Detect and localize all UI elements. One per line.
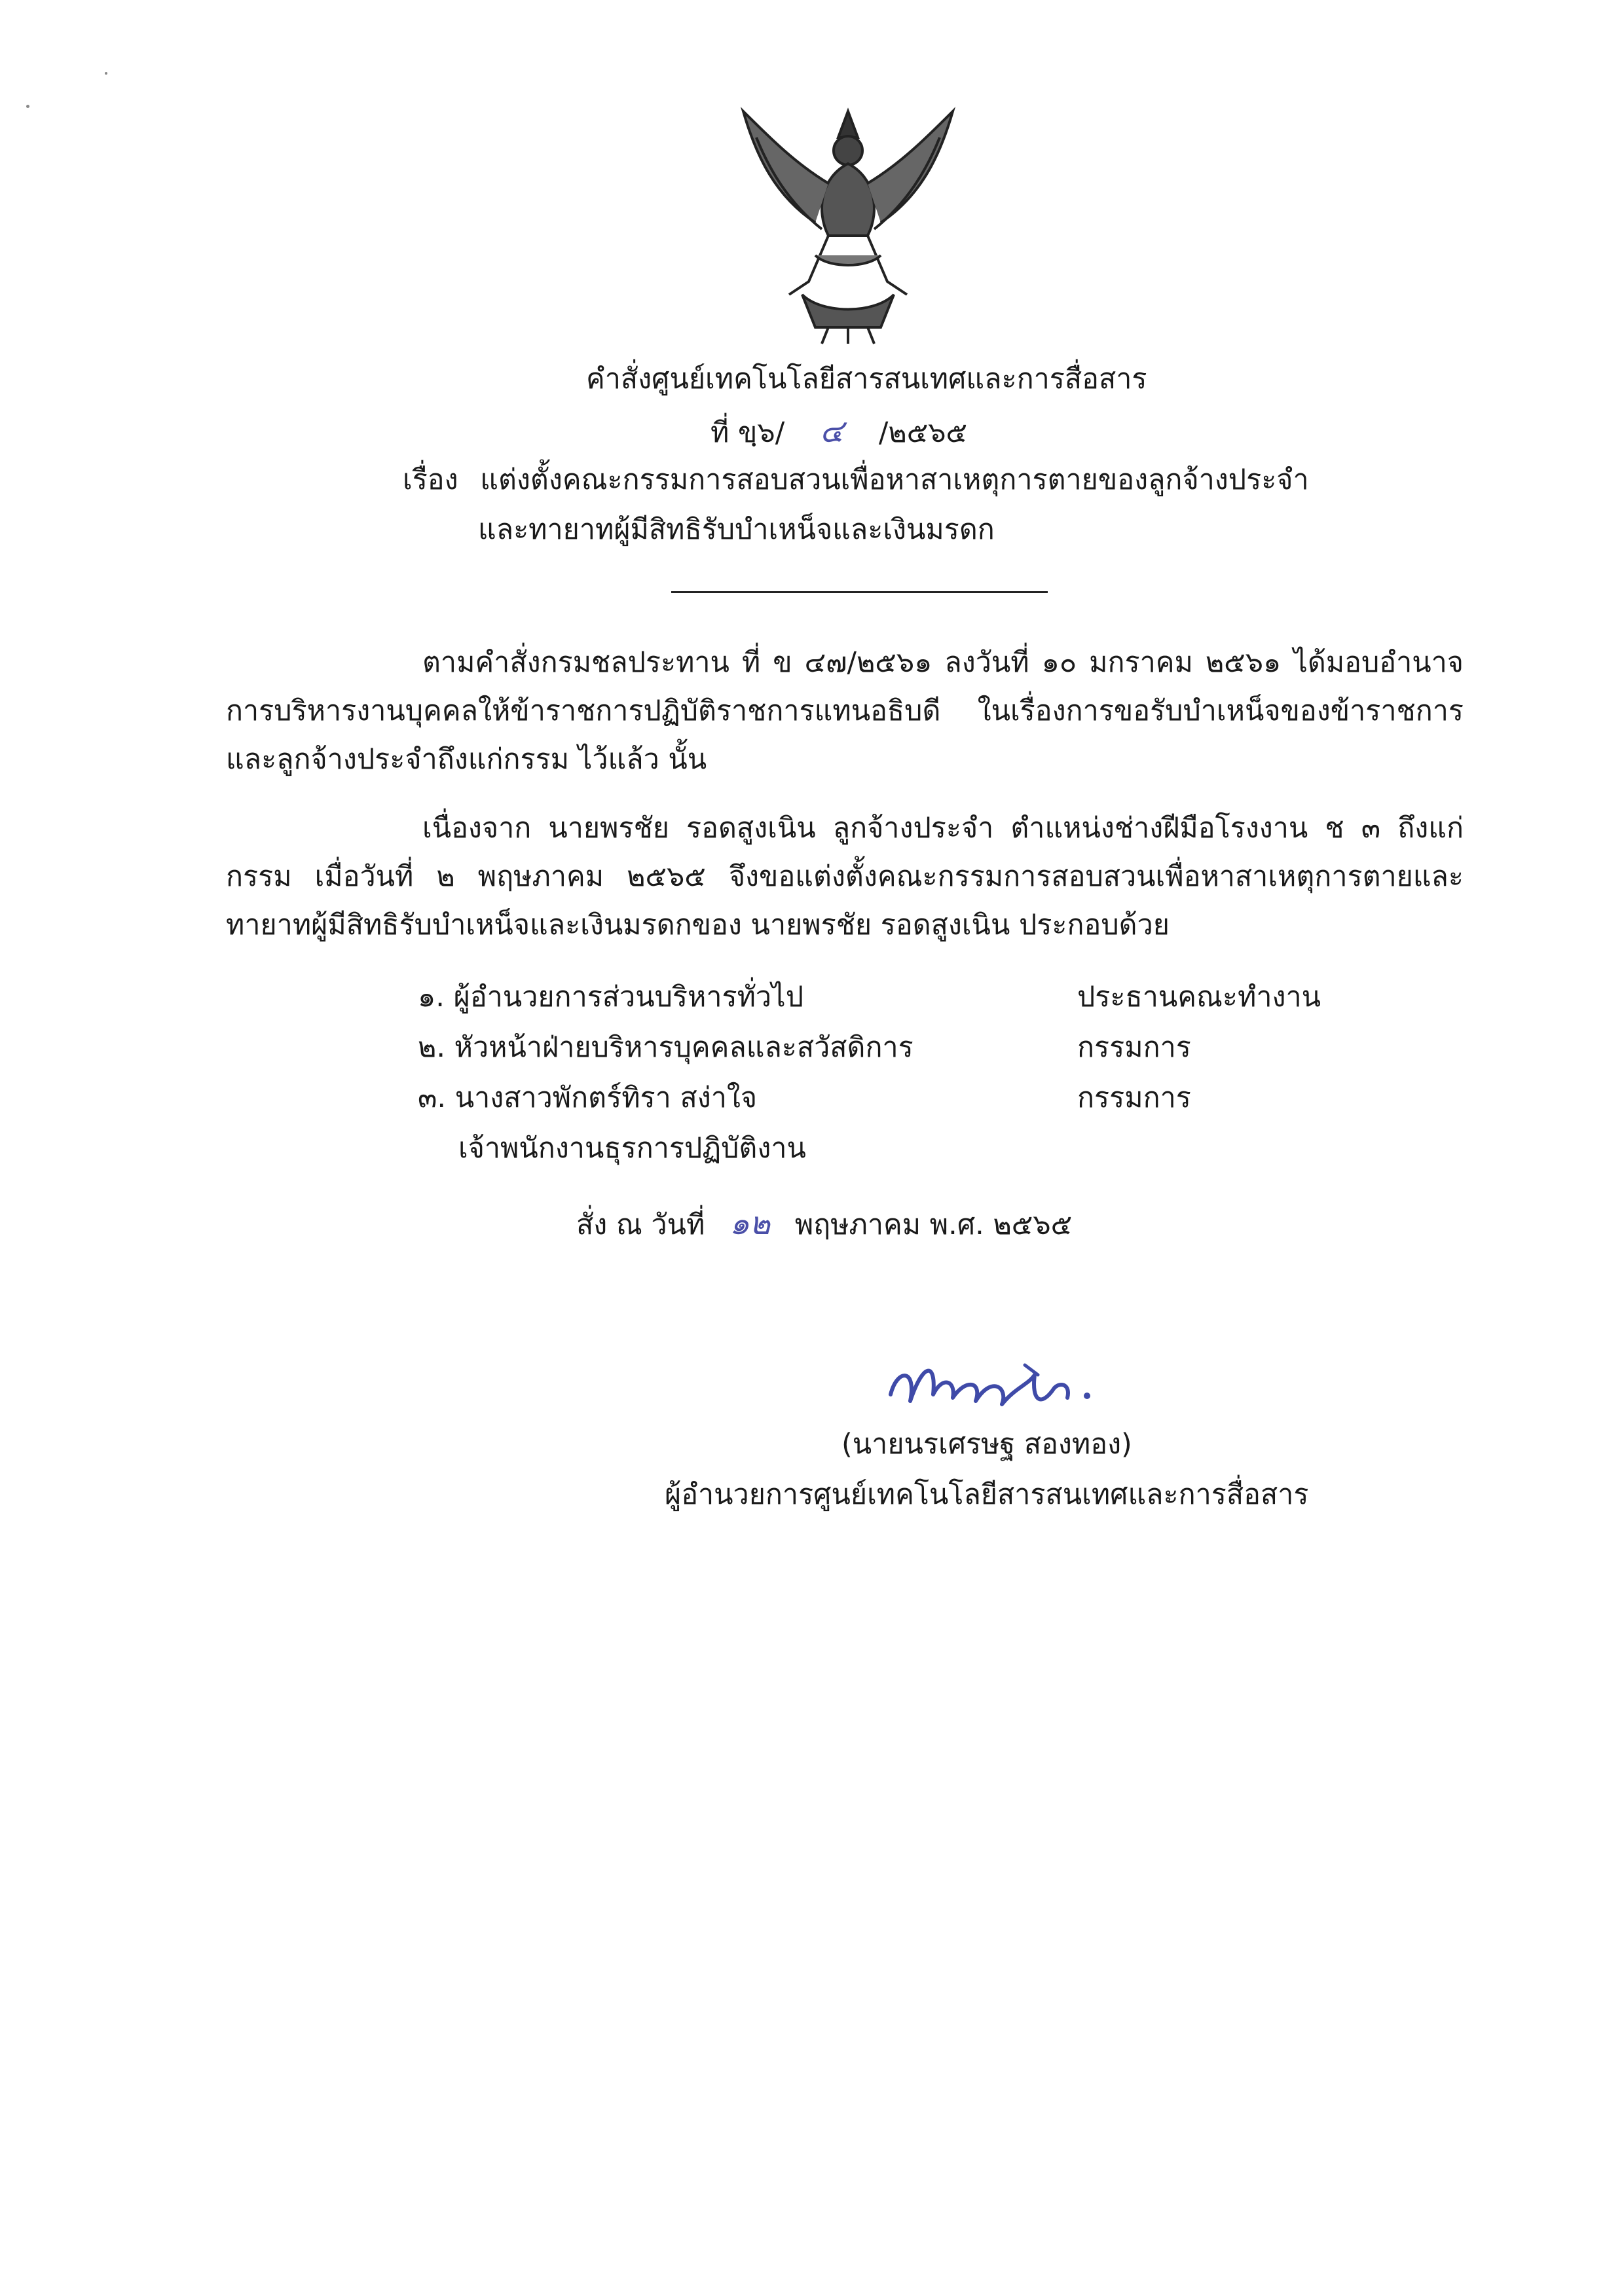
order-number: [710, 413, 968, 450]
header-divider: [671, 591, 1048, 593]
scan-speck: [105, 72, 107, 75]
member-3-name: ๓. นางสาวพักตร์ทิรา สง่าใจ: [418, 1082, 758, 1114]
order-date-prefix: สั่ง ณ วันที่: [576, 1209, 705, 1241]
paragraph-1: [226, 638, 1464, 784]
member-1-role: ประธานคณะทำงาน: [1077, 981, 1321, 1013]
scan-speck: [26, 105, 29, 108]
order-number-handwritten: ๔: [819, 413, 844, 450]
member-3-role: กรรมการ: [1077, 1082, 1191, 1114]
signatory-title: ผู้อำนวยการศูนย์เทคโนโลยีสารสนเทศและการสื่อสาร: [665, 1478, 1309, 1511]
signature-icon: [877, 1349, 1113, 1427]
paragraph-1-text: ตามคำสั่งกรมชลประทาน ที่ ข ๔๗/๒๕๖๑ ลงวันที่ ๑๐ มกราคม ๒๕๖๑ ได้มอบอำนาจการบริหารงานบุคคลให้ข้าราชการปฏิบัติราชการแทนอธิบดี ในเรื่องการขอรับบำเหน็จของข้าราชการและลูกจ้างประจำถึงแก่กรรม ไว้แล้ว นั้น: [226, 646, 1464, 776]
signatory-name: (นายนรเศรษฐ สองทอง): [841, 1428, 1132, 1461]
order-date-suffix: พฤษภาคม พ.ศ. ๒๕๖๕: [794, 1209, 1073, 1241]
order-date-day-handwritten: ๑๒: [729, 1205, 771, 1242]
order-number-suffix: /๒๕๖๕: [878, 416, 968, 449]
member-1-name: ๑. ผู้อำนวยการส่วนบริหารทั่วไป: [418, 981, 803, 1013]
paragraph-2-text: เนื่องจาก นายพรชัย รอดสูงเนิน ลูกจ้างประจำ ตำแหน่งช่างฝีมือโรงงาน ช ๓ ถึงแก่กรรม เมื่อวันที่ ๒ พฤษภาคม ๒๕๖๕ จึงขอแต่งตั้งคณะกรรมการสอบสวนเพื่อหาสาเหตุการตายและทายาทผู้มีสิทธิรับบำเหน็จและเงินมรดกของ นายพรชัย รอดสูงเนิน ประกอบด้วย: [226, 812, 1464, 941]
member-2-role: กรรมการ: [1077, 1031, 1191, 1064]
paragraph-2: [226, 804, 1464, 949]
garuda-emblem-icon: [730, 98, 966, 347]
subject-label: เรื่อง: [403, 464, 458, 496]
order-number-prefix: ที่ ขฺ๖/: [710, 416, 785, 449]
order-title: คำสั่งศูนย์เทคโนโลยีสารสนเทศและการสื่อสาร: [586, 363, 1147, 395]
member-2-name: ๒. หัวหน้าฝ่ายบริหารบุคคลและสวัสดิการ: [418, 1031, 913, 1064]
subject-line-2: และทายาทผู้มีสิทธิรับบำเหน็จและเงินมรดก: [478, 513, 995, 546]
subject-text: แต่งตั้งคณะกรรมการสอบสวนเพื่อหาสาเหตุการตายของลูกจ้างประจำ: [480, 464, 1309, 496]
order-date: [576, 1205, 1073, 1242]
member-3-position: เจ้าพนักงานธุรการปฏิบัติงาน: [458, 1132, 806, 1165]
subject-line-1: [403, 466, 1309, 494]
